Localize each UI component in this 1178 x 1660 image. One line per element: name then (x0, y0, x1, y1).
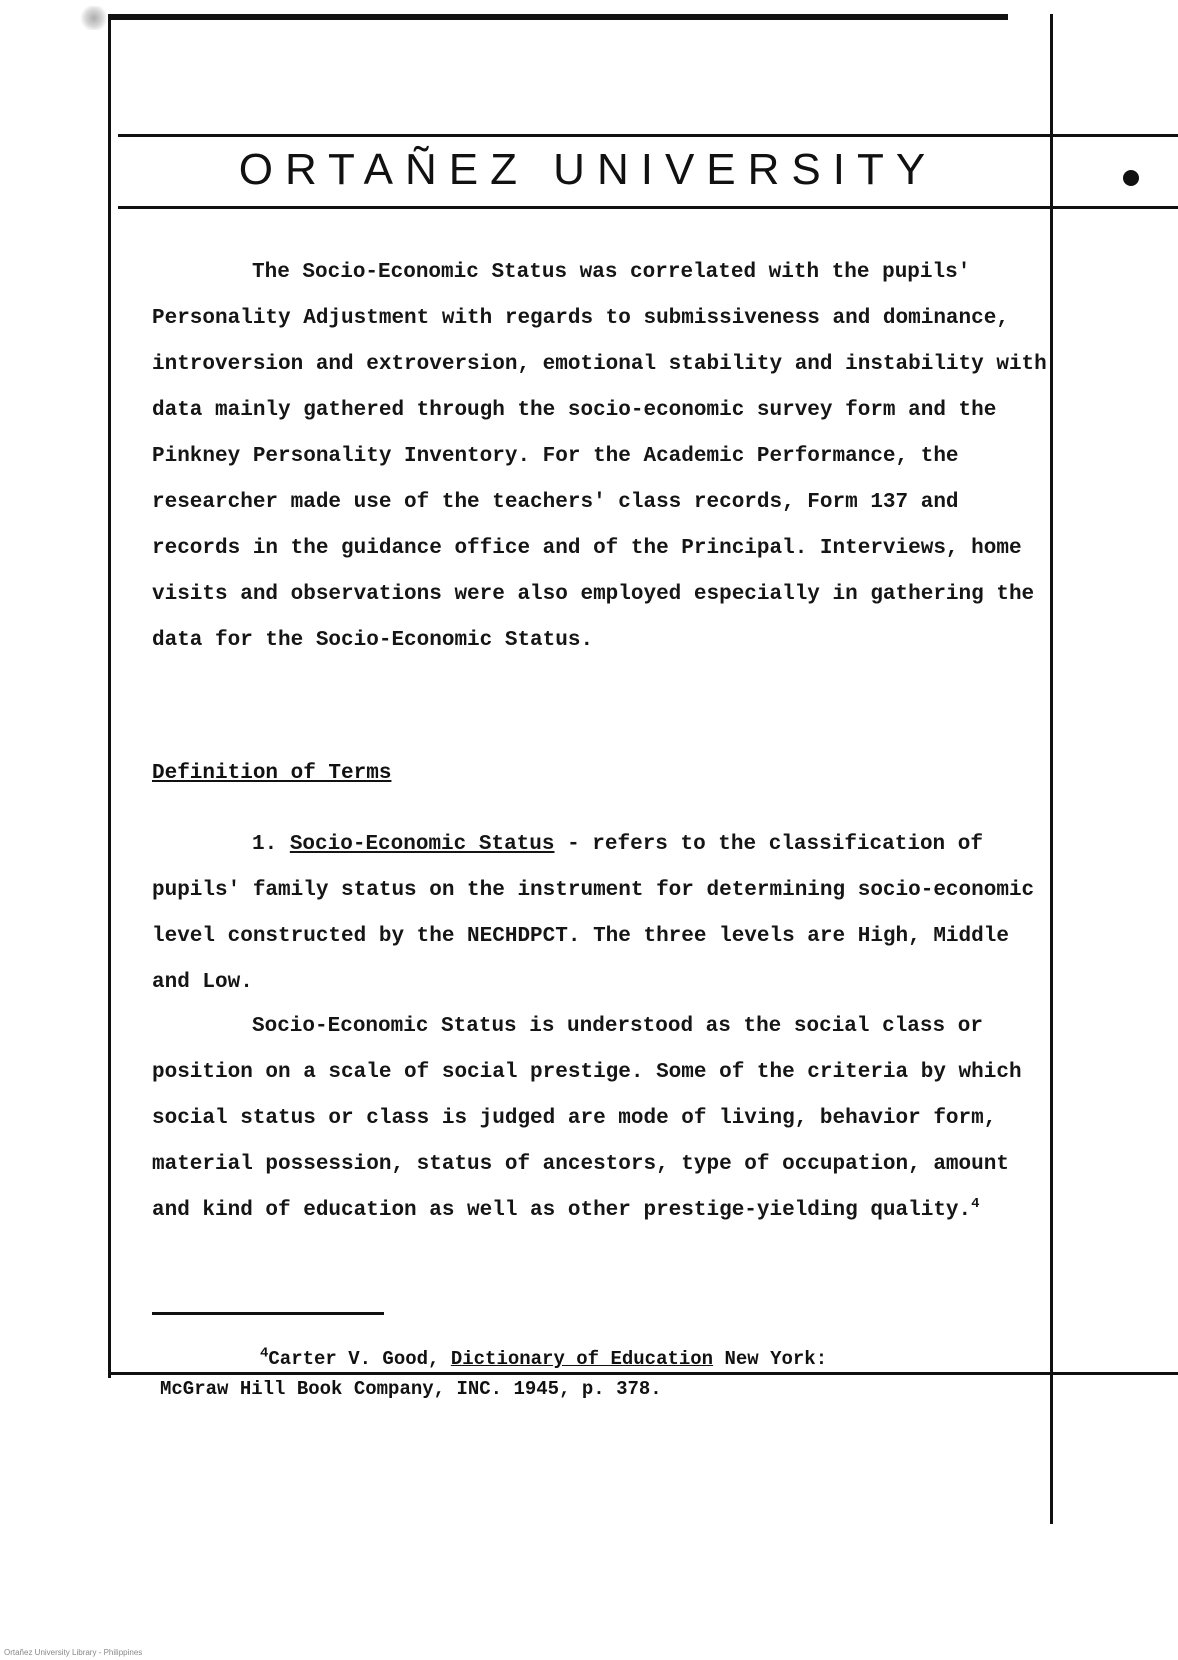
top-rule (108, 14, 1008, 20)
left-margin-line (108, 14, 111, 1378)
header-bottom-rule (118, 206, 1178, 209)
header-top-rule (118, 134, 1178, 137)
definition-item-1 (152, 822, 1052, 1006)
intro-paragraph: The Socio-Economic Status was correlated with the pupils' Personality Adjustment with regards to submissiveness and dominance, introversion and extroversion, emotional stability and instability with data mainly gathered through the socio-economic survey form and the Pinkney Personality Inventory. For the Academic Performance, the researcher made use of the teachers' class records, Form 137 and records in the guidance office and of the Principal. Interviews, home visits and observations were also employed especially in gathering the data for the Socio-Economic Status. (152, 261, 1047, 652)
section-heading: Definition of Terms (152, 762, 392, 785)
footnote-publisher: McGraw Hill Book Company, INC. 1945, p. 378. (160, 1378, 662, 1400)
footnote-mark: 4 (260, 1345, 269, 1362)
footnote (160, 1344, 1050, 1404)
footnote-reference: 4 (971, 1196, 980, 1212)
footnote-title: Dictionary of Education (450, 1348, 714, 1370)
right-margin-line (1050, 14, 1053, 1524)
page-header (120, 140, 1056, 200)
scan-smudge (80, 6, 108, 30)
definition-elaboration (152, 1004, 1052, 1234)
scan-credit: Ortañez University Library - Philippines (4, 1648, 143, 1657)
footnote-line-1 (160, 1344, 1050, 1374)
definition-term: Socio-Economic Status (289, 833, 555, 856)
university-name: ORTAÑEZ UNIVERSITY (238, 145, 938, 194)
margin-dot (1123, 170, 1139, 186)
footnote-place: New York: (713, 1348, 828, 1370)
footnote-rule (152, 1312, 384, 1315)
definition-text: - refers to the classification of pupils' family status on the instrument for determining socio-economic level constructed by the NECHDPCT. The three levels are High, Middle and Low. (152, 833, 1035, 994)
footnote-author: Carter V. Good, (268, 1348, 451, 1370)
definition-number: 1. (252, 833, 278, 856)
elaboration-text: Socio-Economic Status is understood as the social class or position on a scale of social prestige. Some of the criteria by which social status or class is judged are mode of living, behavior form, material possession, status of ancestors, type of occupation, amount and kind of education as well as other prestige-yielding quality. (152, 1015, 1022, 1222)
